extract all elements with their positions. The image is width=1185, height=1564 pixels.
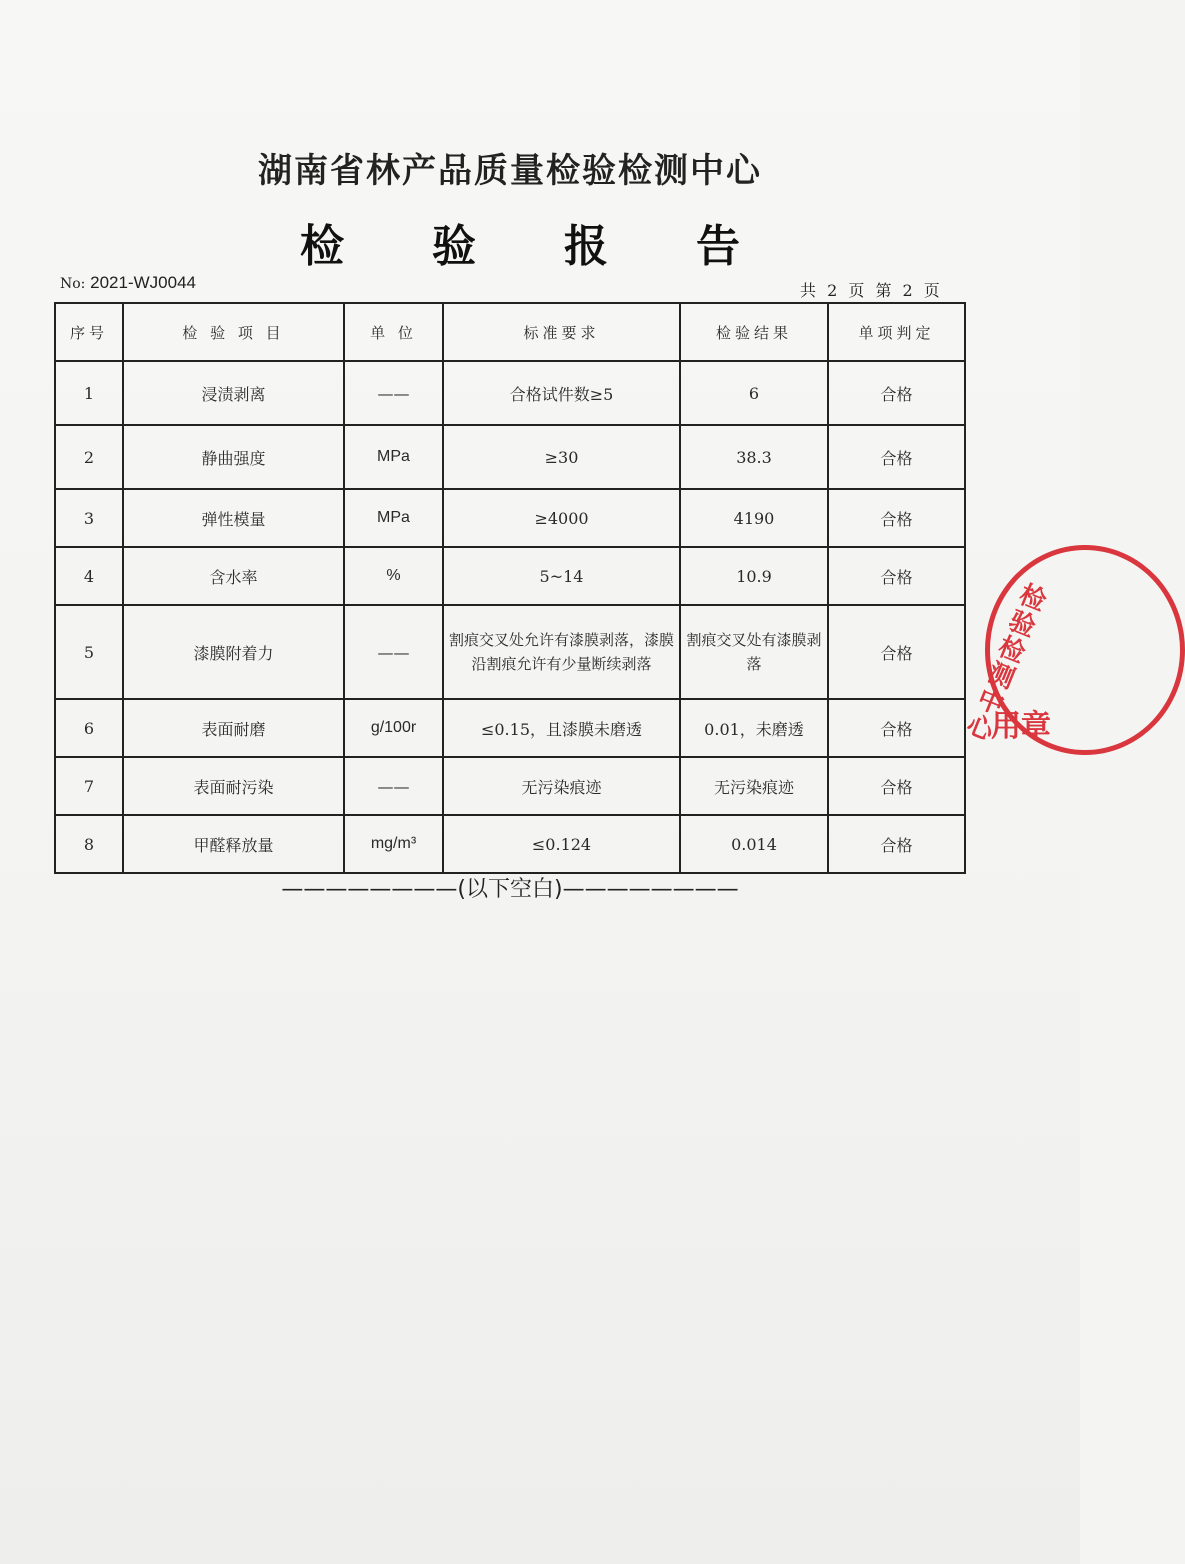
row-verdict: 合格 [828, 425, 965, 489]
row-no: 7 [55, 757, 123, 815]
row-no: 4 [55, 547, 123, 605]
row-verdict: 合格 [828, 361, 965, 425]
report-number-label: No: [60, 276, 86, 292]
row-verdict: 合格 [828, 605, 965, 699]
row-no: 3 [55, 489, 123, 547]
row-no: 8 [55, 815, 123, 873]
row-verdict: 合格 [828, 699, 965, 757]
row-result: 6 [680, 361, 828, 425]
row-standard: 无污染痕迹 [443, 757, 680, 815]
title-char: 告 [696, 221, 740, 272]
table-row [55, 815, 965, 873]
table-row [55, 757, 965, 815]
header-cell-standard: 标准要求 [443, 303, 680, 361]
row-standard: ≥30 [443, 425, 680, 489]
row-item: 静曲强度 [123, 425, 344, 489]
row-result: 0.01，未磨透 [680, 699, 828, 757]
header-cell-verdict: 单项判定 [828, 303, 965, 361]
row-item: 表面耐磨 [123, 699, 344, 757]
row-item: 浸渍剥离 [123, 361, 344, 425]
title-char: 检 [300, 221, 344, 272]
row-result: 10.9 [680, 547, 828, 605]
results-table [54, 302, 966, 874]
row-standard: 5~14 [443, 547, 680, 605]
row-standard: ≥4000 [443, 489, 680, 547]
row-unit: mg/m³ [344, 815, 443, 873]
row-standard: ≤0.124 [443, 815, 680, 873]
row-item: 甲醛释放量 [123, 815, 344, 873]
row-unit: —— [344, 361, 443, 425]
row-unit: MPa [344, 489, 443, 547]
table-row [55, 361, 965, 425]
row-standard: 合格试件数≥5 [443, 361, 680, 425]
row-unit: g/100r [344, 699, 443, 757]
table-row [55, 547, 965, 605]
header-cell-result: 检验结果 [680, 303, 828, 361]
table-row [55, 699, 965, 757]
row-no: 1 [55, 361, 123, 425]
page-info: 共 2 页 第 2 页 [800, 281, 943, 300]
row-no: 5 [55, 605, 123, 699]
row-unit: % [344, 547, 443, 605]
seal-text-top: 检验检测中心 [962, 579, 1051, 748]
row-no: 2 [55, 425, 123, 489]
row-item: 弹性模量 [123, 489, 344, 547]
row-standard: ≤0.15，且漆膜未磨透 [443, 699, 680, 757]
table-header-row [55, 303, 965, 361]
header-cell-item: 检 验 项 目 [123, 303, 344, 361]
official-seal [962, 545, 1080, 760]
blank-below-marker: ————————(以下空白)———————— [281, 877, 739, 902]
header-cell-no: 序号 [55, 303, 123, 361]
row-verdict: 合格 [828, 815, 965, 873]
row-verdict: 合格 [828, 489, 965, 547]
row-unit: —— [344, 757, 443, 815]
row-standard: 割痕交叉处允许有漆膜剥落，漆膜沿割痕允许有少量断续剥落 [443, 605, 680, 699]
report-title [300, 212, 740, 272]
row-result: 0.014 [680, 815, 828, 873]
row-no: 6 [55, 699, 123, 757]
row-item: 表面耐污染 [123, 757, 344, 815]
row-unit: —— [344, 605, 443, 699]
organization-name: 湖南省林产品质量检验检测中心 [258, 151, 762, 191]
table-row [55, 425, 965, 489]
row-verdict: 合格 [828, 757, 965, 815]
report-number-value: 2021-WJ0044 [90, 273, 196, 292]
row-result: 38.3 [680, 425, 828, 489]
title-char: 验 [432, 221, 476, 272]
table-row [55, 605, 965, 699]
title-char: 报 [564, 221, 608, 272]
row-item: 含水率 [123, 547, 344, 605]
table-row [55, 489, 965, 547]
row-unit: MPa [344, 425, 443, 489]
header-cell-unit: 单 位 [344, 303, 443, 361]
row-result: 4190 [680, 489, 828, 547]
seal-text-bottom: 用章 [991, 709, 1051, 744]
row-result: 割痕交叉处有漆膜剥落 [680, 605, 828, 699]
report-number [60, 273, 196, 293]
row-result: 无污染痕迹 [680, 757, 828, 815]
row-item: 漆膜附着力 [123, 605, 344, 699]
row-verdict: 合格 [828, 547, 965, 605]
